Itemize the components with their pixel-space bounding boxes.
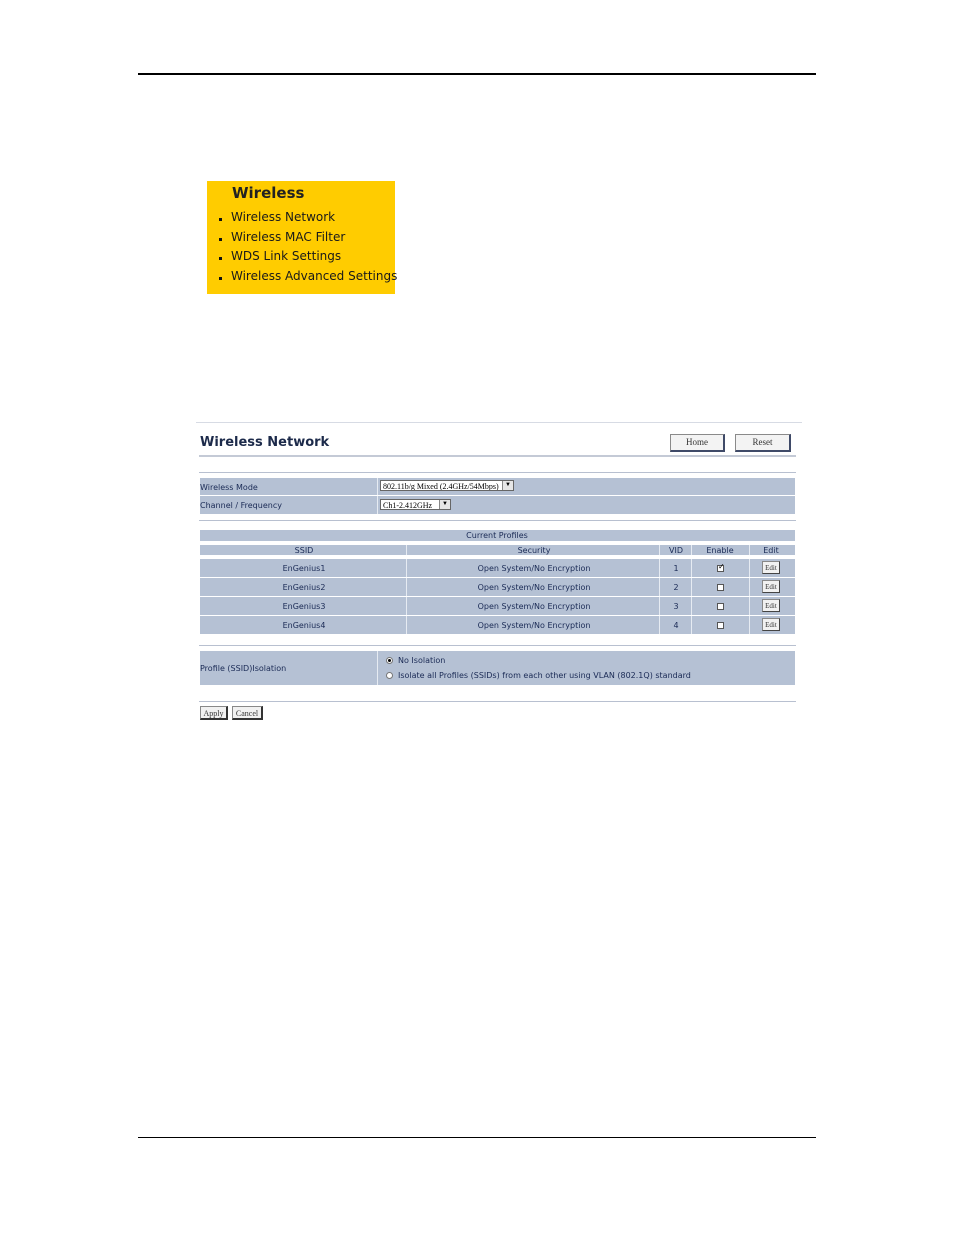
ssid-cell: EnGenius3 bbox=[282, 602, 326, 611]
wireless-network-panel bbox=[196, 422, 802, 723]
profiles-header-row bbox=[200, 530, 795, 541]
profiles-header: Current Profiles bbox=[466, 531, 528, 540]
security-cell: Open System/No Encryption bbox=[477, 564, 591, 573]
menu-item-label: WDS Link Settings bbox=[231, 249, 342, 264]
page-title: Wireless Network bbox=[200, 435, 330, 450]
bullet-icon bbox=[219, 218, 222, 221]
cancel-button[interactable]: Cancel bbox=[232, 706, 263, 720]
column-divider bbox=[691, 559, 692, 577]
column-divider bbox=[749, 597, 750, 615]
column-divider bbox=[659, 616, 660, 634]
bullet-icon bbox=[219, 277, 222, 280]
column-divider bbox=[659, 597, 660, 615]
menu-item-wireless-network[interactable] bbox=[219, 207, 397, 227]
vid-cell: 3 bbox=[673, 602, 679, 611]
column-divider bbox=[406, 578, 407, 596]
column-divider bbox=[749, 545, 750, 555]
edit-button[interactable]: Edit bbox=[762, 561, 780, 574]
column-divider bbox=[377, 496, 378, 514]
footer-rule bbox=[138, 1137, 816, 1138]
security-cell: Open System/No Encryption bbox=[477, 583, 591, 592]
column-header-vid: VID bbox=[669, 546, 683, 555]
column-header-edit: Edit bbox=[763, 546, 779, 555]
reset-button[interactable]: Reset bbox=[735, 434, 791, 452]
chevron-down-icon: ▼ bbox=[502, 481, 513, 490]
wireless-menu bbox=[207, 181, 398, 294]
vid-cell: 1 bbox=[673, 564, 679, 573]
menu-item-label: Wireless MAC Filter bbox=[231, 229, 346, 244]
menu-list bbox=[219, 207, 397, 286]
isolation-row bbox=[200, 651, 795, 685]
divider bbox=[199, 455, 796, 457]
divider bbox=[199, 701, 796, 702]
security-cell: Open System/No Encryption bbox=[477, 621, 591, 630]
enable-checkbox[interactable] bbox=[717, 603, 724, 610]
column-divider bbox=[406, 545, 407, 555]
table-row bbox=[200, 559, 795, 577]
no-isolation-label: No Isolation bbox=[398, 656, 446, 665]
ssid-cell: EnGenius1 bbox=[282, 564, 326, 573]
wireless-mode-label: Wireless Mode bbox=[200, 483, 258, 492]
column-divider bbox=[691, 616, 692, 634]
menu-item-wireless-mac-filter[interactable] bbox=[219, 227, 397, 247]
column-divider bbox=[749, 616, 750, 634]
enable-checkbox[interactable] bbox=[717, 565, 724, 572]
menu-item-wireless-advanced-settings[interactable] bbox=[219, 266, 397, 286]
table-header-row bbox=[200, 545, 795, 555]
home-button[interactable]: Home bbox=[670, 434, 725, 452]
edit-button[interactable]: Edit bbox=[762, 580, 780, 593]
channel-row bbox=[200, 496, 795, 514]
column-header-enable: Enable bbox=[706, 546, 734, 555]
isolate-profiles-label: Isolate all Profiles (SSIDs) from each other using VLAN (802.1Q) standard bbox=[398, 671, 691, 680]
column-header-security: Security bbox=[517, 546, 551, 555]
channel-label: Channel / Frequency bbox=[200, 501, 282, 510]
column-divider bbox=[406, 597, 407, 615]
chevron-down-icon: ▼ bbox=[439, 500, 450, 509]
edit-button[interactable]: Edit bbox=[762, 618, 780, 631]
security-cell: Open System/No Encryption bbox=[477, 602, 591, 611]
bullet-icon bbox=[219, 238, 222, 241]
edit-button[interactable]: Edit bbox=[762, 599, 780, 612]
table-row bbox=[200, 597, 795, 615]
menu-item-wds-link-settings[interactable] bbox=[219, 246, 397, 266]
bullet-icon bbox=[219, 257, 222, 260]
column-divider bbox=[377, 478, 378, 495]
column-divider bbox=[691, 597, 692, 615]
table-row bbox=[200, 616, 795, 634]
column-divider bbox=[749, 578, 750, 596]
column-divider bbox=[659, 559, 660, 577]
column-divider bbox=[691, 578, 692, 596]
apply-button[interactable]: Apply bbox=[200, 706, 228, 720]
isolate-profiles-radio[interactable] bbox=[386, 672, 393, 679]
divider bbox=[199, 520, 796, 521]
column-divider bbox=[406, 616, 407, 634]
ssid-cell: EnGenius4 bbox=[282, 621, 326, 630]
column-divider bbox=[659, 545, 660, 555]
table-row bbox=[200, 578, 795, 596]
wireless-mode-select[interactable] bbox=[380, 480, 514, 491]
column-divider bbox=[749, 559, 750, 577]
column-divider bbox=[691, 545, 692, 555]
wireless-mode-row bbox=[200, 478, 795, 495]
menu-item-label: Wireless Network bbox=[231, 209, 336, 224]
channel-select[interactable] bbox=[380, 499, 451, 510]
isolation-label: Profile (SSID)Isolation bbox=[200, 664, 287, 673]
menu-title: Wireless bbox=[232, 184, 305, 202]
wireless-mode-value: 802.11b/g Mixed (2.4GHz/54Mbps) bbox=[383, 482, 499, 491]
vid-cell: 4 bbox=[673, 621, 679, 630]
header-rule bbox=[138, 73, 816, 75]
column-divider bbox=[406, 559, 407, 577]
vid-cell: 2 bbox=[673, 583, 679, 592]
divider bbox=[199, 645, 796, 646]
column-divider bbox=[659, 578, 660, 596]
column-header-ssid: SSID bbox=[294, 546, 314, 555]
no-isolation-radio[interactable] bbox=[386, 657, 393, 664]
menu-item-label: Wireless Advanced Settings bbox=[231, 268, 398, 283]
channel-value: Ch1-2.412GHz bbox=[383, 501, 433, 510]
enable-checkbox[interactable] bbox=[717, 584, 724, 591]
divider bbox=[199, 472, 796, 473]
column-divider bbox=[377, 651, 378, 685]
ssid-cell: EnGenius2 bbox=[282, 583, 326, 592]
enable-checkbox[interactable] bbox=[717, 622, 724, 629]
